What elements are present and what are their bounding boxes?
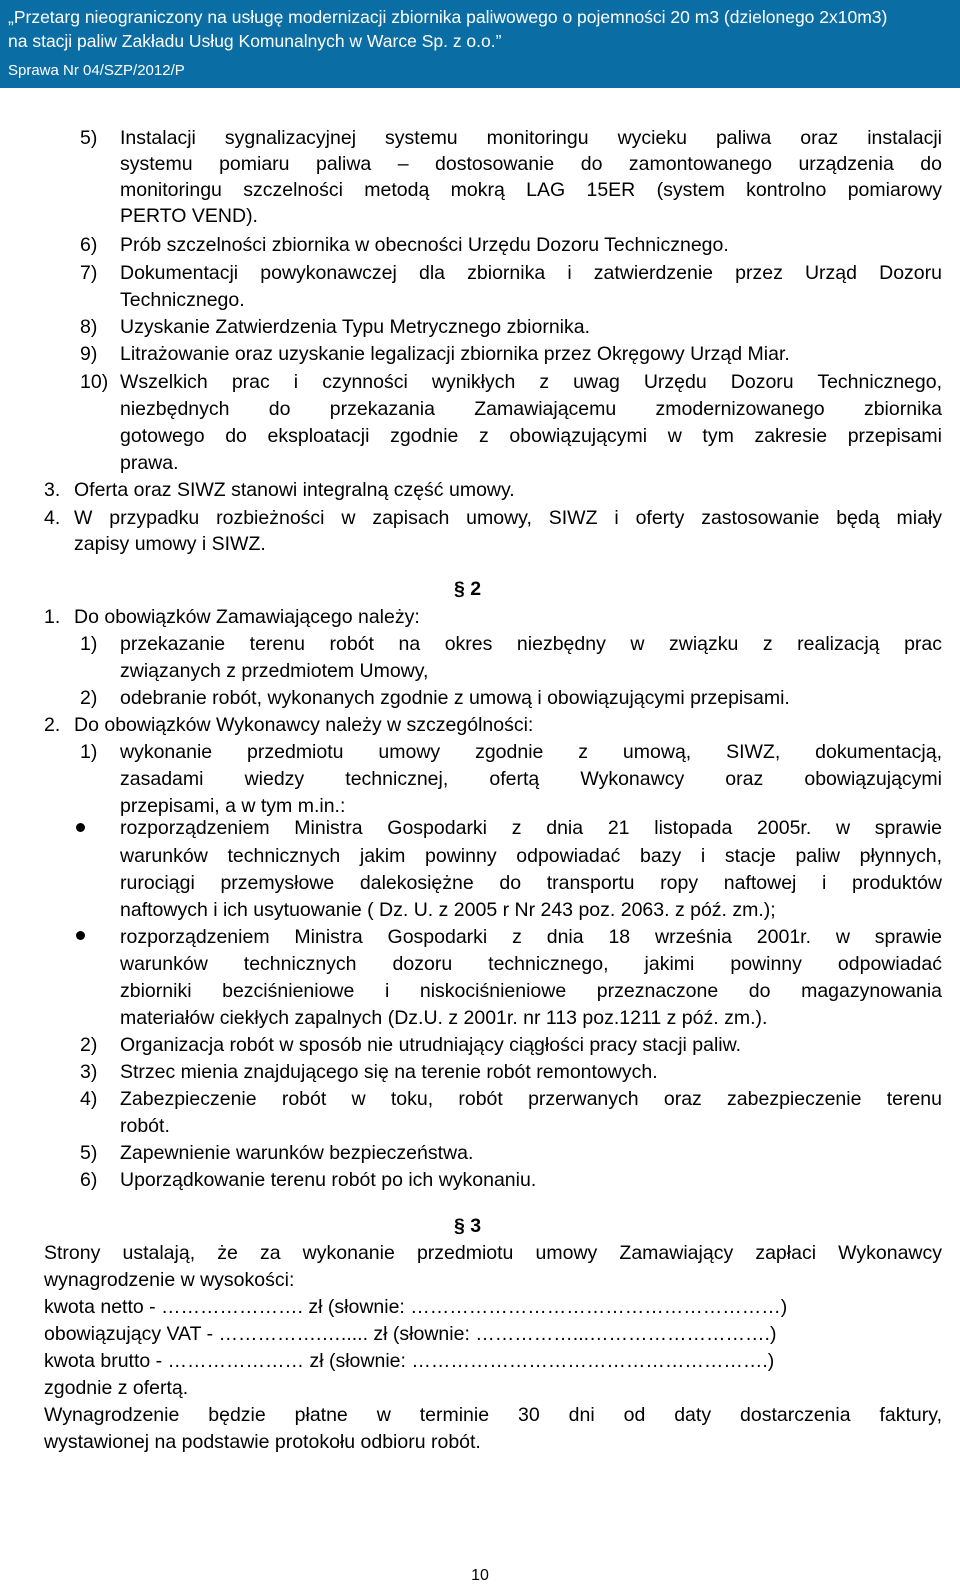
list-item-number: 8)	[80, 316, 98, 338]
bullet-point	[76, 823, 85, 832]
paragraph-text: zapisy umowy i SIWZ.	[74, 533, 266, 555]
bullet-text: materiałów ciekłych zapalnych (Dz.U. z 2001r. nr 113 poz.1211 z póź. zm.).	[120, 1007, 768, 1029]
list-item-number: 9)	[80, 343, 98, 365]
list-item-text: gotowego do eksploatacji zgodnie z obowiązującymi w tym zakresie przepisami	[120, 425, 942, 447]
list-item-text: Uzyskanie Zatwierdzenia Typu Metrycznego zbiornika.	[120, 316, 591, 338]
paragraph-number: 1.	[44, 606, 61, 628]
list-item-text: PERTO VEND).	[120, 205, 258, 227]
paragraph-number: 2.	[44, 714, 61, 736]
header-title-line-1: „Przetarg nieograniczony na usługę modernizacji zbiornika paliwowego o pojemności 20 m3 (dzielonego 2x10m3)	[8, 7, 888, 27]
list-item-text: Dokumentacji powykonawczej dla zbiornika i zatwierdzenie przez Urząd Dozoru	[120, 262, 942, 284]
bullet-point	[76, 931, 85, 940]
list-item-number: 5)	[80, 1142, 98, 1164]
list-item-text: Litrażowanie oraz uzyskanie legalizacji zbiornika przez Okręgowy Urząd Miar.	[120, 343, 790, 365]
list-item-text: Wszelkich prac i czynności wynikłych z uwag Urzędu Dozoru Technicznego,	[120, 371, 942, 393]
list-item-text: prawa.	[120, 452, 179, 474]
gross-amount-line: kwota brutto - ………………… zł (słownie: ……………………………………………….)	[44, 1350, 775, 1372]
paragraph-text: Strony ustalają, że za wykonanie przedmiotu umowy Zamawiający zapłaci Wykonawcy	[44, 1242, 942, 1264]
list-item-text: przekazanie terenu robót na okres niezbędny w związku z realizacją prac	[120, 633, 942, 655]
list-item-number: 10)	[80, 371, 109, 393]
paragraph-text: wystawionej na podstawie protokołu odbioru robót.	[44, 1431, 481, 1453]
list-item-number: 6)	[80, 1169, 98, 1191]
bullet-text: warunków technicznych dozoru technicznego, jakimi powinny odpowiadać	[120, 953, 942, 975]
paragraph-text: wynagrodzenie w wysokości:	[44, 1269, 295, 1291]
list-item-text: monitoringu szczelności metodą mokrą LAG 15ER (system kontrolno pomiarowy	[120, 179, 942, 201]
list-item-text: Strzec mienia znajdującego się na terenie robót remontowych.	[120, 1061, 658, 1083]
list-item-text: Uporządkowanie terenu robót po ich wykonaniu.	[120, 1169, 537, 1191]
case-reference: Sprawa Nr 04/SZP/2012/P	[8, 62, 185, 79]
paragraph-text: W przypadku rozbieżności w zapisach umowy, SIWZ i oferty zastosowanie będą miały	[74, 507, 942, 529]
bullet-text: naftowych i ich usytuowanie ( Dz. U. z 2005 r Nr 243 poz. 2063. z póź. zm.);	[120, 899, 776, 921]
list-item-text: wykonanie przedmiotu umowy zgodnie z umową, SIWZ, dokumentacją,	[120, 741, 942, 763]
bullet-text: rozporządzeniem Ministra Gospodarki z dnia 18 września 2001r. w sprawie	[120, 926, 942, 948]
list-item-number: 3)	[80, 1061, 98, 1083]
bullet-text: rurociągi przemysłowe dalekosiężne do transportu ropy naftowej i produktów	[120, 872, 942, 894]
list-item-text: Prób szczelności zbiornika w obecności Urzędu Dozoru Technicznego.	[120, 234, 729, 256]
list-item-number: 1)	[80, 741, 98, 763]
list-item-number: 6)	[80, 234, 98, 256]
list-item-text: Zabezpieczenie robót w toku, robót przerwanych oraz zabezpieczenie terenu	[120, 1088, 942, 1110]
list-item-text: Instalacji sygnalizacyjnej systemu monitoringu wycieku paliwa oraz instalacji	[120, 127, 942, 149]
bullet-text: warunków technicznych jakim powinny odpowiadać bazy i stacje paliw płynnych,	[120, 845, 942, 867]
list-item-number: 1)	[80, 633, 98, 655]
list-item-text: Technicznego.	[120, 289, 245, 311]
bullet-text: zbiorniki bezciśnieniowe i niskociśnieniowe przeznaczone do magazynowania	[120, 980, 942, 1002]
list-item-number: 2)	[80, 1034, 98, 1056]
list-item-text: niezbędnych do przekazania Zamawiającemu zmodernizowanego zbiornika	[120, 398, 942, 420]
bullet-text: rozporządzeniem Ministra Gospodarki z dnia 21 listopada 2005r. w sprawie	[120, 817, 942, 839]
list-item-text: odebranie robót, wykonanych zgodnie z umową i obowiązującymi przepisami.	[120, 687, 790, 709]
paragraph-text: Do obowiązków Wykonawcy należy w szczególności:	[74, 714, 534, 736]
list-item-number: 5)	[80, 127, 98, 149]
section-heading: § 3	[454, 1215, 482, 1237]
list-item-text: systemu pomiaru paliwa – dostosowanie do zamontowanego urządzenia do	[120, 153, 942, 175]
section-heading: § 2	[454, 578, 482, 600]
header-title-line-2: na stacji paliw Zakładu Usług Komunalnych w Warce Sp. z o.o.”	[8, 31, 502, 51]
list-item-text: związanych z przedmiotem Umowy,	[120, 660, 429, 682]
document-header	[0, 0, 960, 88]
paragraph-number: 3.	[44, 479, 61, 501]
vat-amount-line: obowiązujący VAT - …………….…..... zł (słownie: ……………...……………………….)	[44, 1323, 777, 1345]
list-item-text: zasadami wiedzy technicznej, ofertą Wykonawcy oraz obowiązującymi	[120, 768, 942, 790]
paragraph-text: Wynagrodzenie będzie płatne w terminie 30 dni od daty dostarczenia faktury,	[44, 1404, 942, 1426]
list-item-text: robót.	[120, 1115, 170, 1137]
list-item-text: przepisami, a w tym m.in.:	[120, 795, 346, 817]
paragraph-text: Do obowiązków Zamawiającego należy:	[74, 606, 420, 628]
list-item-number: 2)	[80, 687, 98, 709]
list-item-number: 4)	[80, 1088, 98, 1110]
paragraph-text: Oferta oraz SIWZ stanowi integralną część umowy.	[74, 479, 515, 501]
list-item-number: 7)	[80, 262, 98, 284]
list-item-text: Zapewnienie warunków bezpieczeństwa.	[120, 1142, 474, 1164]
paragraph-number: 4.	[44, 507, 61, 529]
paragraph-text: zgodnie z ofertą.	[44, 1377, 189, 1399]
list-item-text: Organizacja robót w sposób nie utrudniający ciągłości pracy stacji paliw.	[120, 1034, 742, 1056]
net-amount-line: kwota netto - …………………. zł (słownie: …………………………………………………)	[44, 1296, 788, 1318]
page-number: 10	[471, 1567, 489, 1584]
